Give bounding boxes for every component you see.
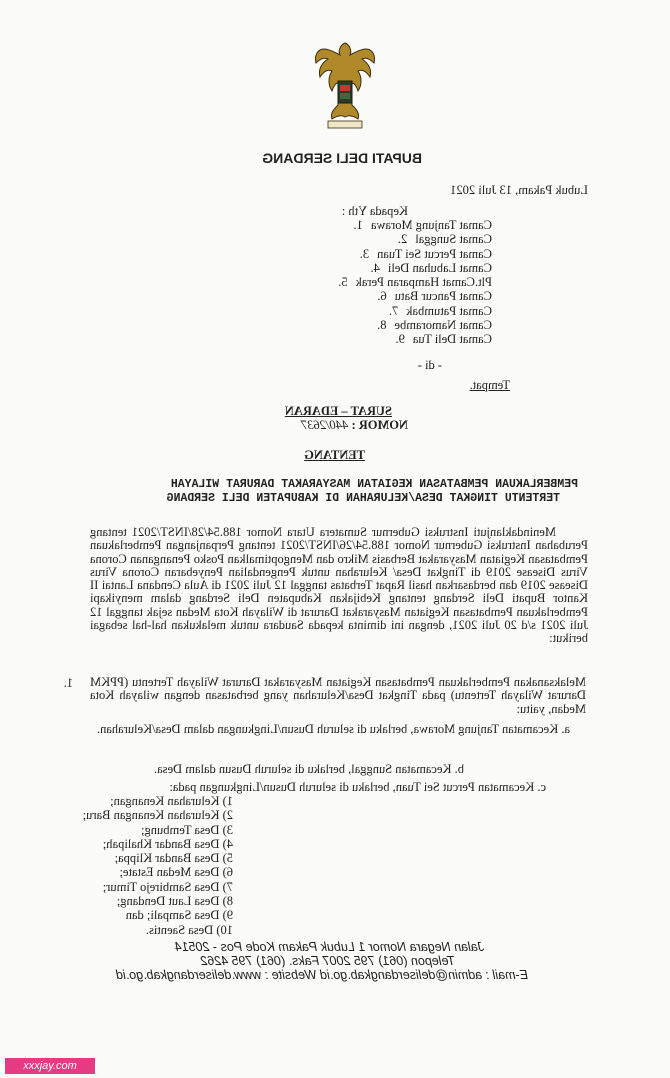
intro-paragraph: Menindaklanjuti Instruksi Gubernur Sumatera Utara Nomor 188.54/28/INST/2021 tentang Perubahan Instruksi Gubernur Nomor 188.54/26/INST/2021 tentang Perpanjangan Pemberlakuan Pembatasan Kegiatan Masyarakat Berbasis Mikro dan Mengoptimalkan Posko Penanganan Corona Virus Disease 2019 di Tingkat Desa/ Kelurahan untuk Pengendalian Penyebaran Corona Virus Disease 2019 dan berdasarkan hasil Rapat Terbatas tanggal 12 Juli 2021 di Aula Cendana Lantai II Kantor Bupati Deli Serdang tentang Kebijakan Kabupaten Deli Serdang dalam menyikapi Pemberlakuan Pembatasan Kegiatan Masyarakat Darurat di Wilayah Kota Medan sejak tanggal 12 Juli 2021 s/d 20 Juli 2021, dengan ini diminta kepada Saudara untuk melakukan hal-hal sebagai berikut: [90, 525, 588, 646]
recipient-number: 3. [359, 246, 370, 261]
recipient-item [382, 232, 492, 246]
village-item: 6) Desa Medan Estate; [119, 865, 233, 880]
recipient-number: 5. [338, 275, 348, 290]
village-item: 1) Kelurahan Kenangan; [110, 794, 233, 808]
village-item: 2) Kelurahan Kenangan Baru; [82, 808, 233, 823]
recipient-item [359, 246, 492, 261]
point1-text: Melaksanakan Pemberlakuan Pembatasan Kegiatan Masyarakat Darurat Wilayah Tertentu (PPKM Darurat Wilayah Tertentu) pada Tingkat Desa/Kelurahan yang berbatasan dengan wilayah Kota Medan, yaitu: [90, 675, 586, 716]
recipient-item [353, 218, 492, 232]
footer-email: E-mail : admin@deliserdangkab.go.id Website : www.deliserdangkab.go.id [116, 968, 528, 982]
recipient-number: 6. [377, 289, 387, 304]
recipient-number: 8. [377, 318, 387, 333]
recipient-name: Camat Percut Sei Tuan [377, 246, 492, 261]
date-place: Lubuk Pakam, 13 Juli 2021 [450, 183, 588, 197]
recipient-name: Camat Sunggal [415, 232, 492, 247]
village-item: 5) Desa Bandar Klippa; [114, 851, 233, 866]
subject-line-1: PEMBERLAKUAN PEMBATASAN KEGIATAN MASYARAKAT DARURAT WILAYAH [170, 478, 578, 491]
recipient-item [370, 260, 492, 275]
village-item: 8) Desa Laut Dendang; [116, 894, 233, 909]
recipient-list [338, 218, 492, 347]
recipient-name: Camat Pancur Batu [394, 289, 492, 304]
recipients-intro: Kepada Yth : [341, 204, 408, 218]
sub-c-text: c. Kecamatan Percut Sei Tuan, berlaku di seluruh Dusun/Lingkungan pada: [169, 780, 546, 794]
recipient-item [382, 304, 492, 318]
recipient-item [382, 332, 492, 346]
letter-type: SURAT – EDARAN [284, 404, 392, 418]
garuda-emblem-icon [310, 35, 380, 135]
letterhead-title: BUPATI DELI SERDANG [262, 150, 422, 166]
sub-a-text: a. Kecamatan Tanjung Morawa, berlaku di seluruh Dusun/Lingkungan dalam Desa/Kelurahan. [96, 722, 570, 736]
recipient-number: 1. [353, 218, 363, 232]
recipient-number: 9. [395, 332, 405, 347]
recipient-number: 4. [370, 260, 380, 275]
di-text: - di - [417, 358, 442, 372]
recipient-name: Camat Patumbak [406, 303, 492, 318]
point1-number: 1. [63, 676, 73, 690]
village-item: 4) Desa Bandar Khalipah; [102, 836, 233, 851]
recipient-name: Camat Labuhan Deli [387, 260, 492, 275]
recipient-name: Camat Namorambe [394, 318, 492, 333]
nomor-label: NOMOR : [351, 418, 408, 432]
recipient-number: 2. [397, 232, 408, 247]
subject-line-2: TERTENTU TINGKAT DESA/KELURAHAN DI KABUPATEN DELI SERDANG [166, 492, 560, 505]
recipient-name: Camat Tanjung Morawa [370, 218, 492, 232]
recipient-name: Camat Deli Tua [412, 332, 492, 347]
nomor-value: 440/2637 [301, 418, 349, 432]
recipient-number: 7. [388, 303, 399, 318]
tempat-text: Tempat. [469, 378, 510, 392]
village-item: 9) Desa Sampali; dan [125, 908, 233, 923]
village-item: 3) Desa Tembung; [141, 822, 233, 837]
recipient-item [338, 275, 492, 290]
recipient-name: Plt.Camat Hamparan Perak [355, 275, 492, 290]
recipient-item [377, 318, 492, 333]
footer-address: Jalan Negara Nomor 1 Lubuk Pakam Kode Pos - 20514 [174, 940, 484, 954]
village-list [83, 794, 233, 937]
recipient-item [377, 289, 492, 304]
footer-phone: Telepon (061) 795 2007 Faks. (061) 795 4262 [200, 954, 455, 968]
sub-b-text: b. Kecamatan Sunggal, berlaku di seluruh Dusun dalam Desa. [154, 762, 464, 776]
watermark-badge: xxxjay.com [5, 1058, 95, 1074]
village-item: 10) Desa Saentis. [145, 922, 233, 937]
village-item: 7) Desa Sambirejo Timur; [102, 879, 233, 894]
tentang-label: TENTANG [304, 448, 365, 462]
